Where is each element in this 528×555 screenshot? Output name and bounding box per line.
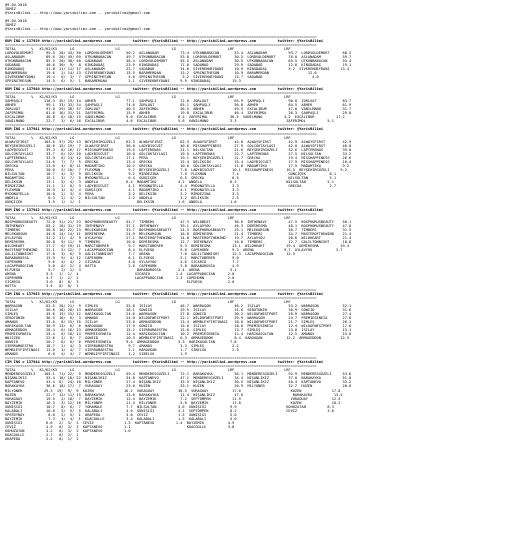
separator-line: ================================================================================================================================================ [5, 91, 317, 96]
text-line: WOJIZEK 22.6 2/ 8/ 7 GOWIID 10.3 WEMBLEYFIRTINASI 6.3 ARMAGEDDON 8.4 HAROUGAN 12.2 ARMAGEDDON 12.5 [5, 336, 350, 341]
text-line: LORDVOLDEMORT 95.5 28/ 43/ 50 LORDVOLDEMORT 50.2 ASLANADAM 73.4 UTKUNBABACAN 53.4 ASLANADAM 93.7 LORDVOLDEMORT 68.3 [5, 51, 352, 56]
text-line: SPEEDYBOY 8.8 2/ 5/ 1 ARAPEDA 3.8 CEVIZ 1.5 GÜNİŞİĞI 5.0 [5, 412, 237, 417]
text-line: MYDONATELLA 10.0 2/ 3/ 4 PERA 3.2 DELİKSİN 3.2 MİRDEZİNA 3.3 [5, 191, 239, 196]
text-line: KUACOULLE 2.7 0/ 2/ 2 [5, 432, 79, 437]
text-line: NİLSULTAN 18.7 4/ 3/ 9 DELİKSİN 9.2 MİRDEZİNA 7.9 FLEXMAN 7.4 GÜNÇİÇEK 8.1 [5, 171, 337, 176]
text-line: KALABALI 10.8 5/ 5/ 5 KALABALI 4.6 GÜNİŞİĞI 4.1 SEPTOMPEN 8.2 CEVIZ 3.6 [5, 408, 334, 413]
text-line: ŞAHPAŞLI 116.3 45/ 19/ 14 ABHER 77.1 ŞAHPAŞLI 72.0 ZORLUAT 65.9 ŞAHPAŞLI 90.8 ZORLUAT 83.7 [5, 99, 352, 104]
separator-line: ================================================================================================================================================ [5, 123, 317, 128]
separator-line: ================================================================================================================================================ [5, 203, 317, 208]
text-line: EXCALIBUR 40.8 8/ 18/ 15 VANILMANO 9.6 EXCALIBUR 8.5 ZAFERİMOL 36.5 VANILMANO 4.2 EXCALIBUR 17.2 [5, 115, 345, 120]
text-line: BARAMERDAN 19.6 2/ 14/ 13 SİVEREKNEYDANI 15.5 BARAMERDAN 13.2 SPRINGTHESUN 10.9 BARAMERDAN 12.0 [5, 71, 317, 76]
text-line: GÜNİŞİĞI 6.6 2/ 3/ 3 CEVIZ 1.3 KAPTANEVO 1.4 BAYZEMİK 4.9 [5, 420, 235, 425]
text-line: SICARIO 3.6 0/ 0/ 3 ELFUEGO 2.0 [5, 280, 235, 285]
text-line: İSİLAY 56.6 18/ 20/ 13 WARRASON 28.1 GOWIID 29.9 İSİLAY 31.6 SEBOTONIN 30.9 GOWIID 31.6 [5, 308, 352, 313]
separator-line: ================================================================================================================================================ [5, 43, 317, 48]
text-line: SIERRAMAESTRA 18.7 2/ 4/ 3 SIERRAMAESTRA 9.7 AMANOS 3.3 SIMLEŞ 2.2 [5, 344, 239, 349]
text-line: ELFUEGO 5.7 2/ 1/ 3 BARABAROSSA 2.4 ARENA 3.1 [5, 268, 237, 273]
text-line: ZAFERİMOL 81.6 16/ 31/ 21 ZAFERİMOL 15.9 ABHER 19.8 EXCALIBUR 46.4 ZAFERİMOL 26.3 ŞAHPAŞLI 29.8 [5, 111, 352, 116]
text-line: TOTAL % K1/K2/K3 LG LG LG LRF LRF [5, 300, 291, 305]
text-line: ABHER 99.1 33/ 33/ 24 ŞAHPAŞLI 74.6 ZORLUAT 65.1 ŞAHPAŞLI 56.8 ABHER 84.5 ABHER 61.9 [5, 103, 352, 108]
text-line: HATTA 3.4 0/ 0/ 1 [5, 284, 79, 289]
text-line: CIM İNG = 137944 http://yarisbilimi.wordpress.com twitter: @YarisBilimi -- http://yarisbilimi.wordpress.com twitter: @YarisBilimi [5, 360, 324, 365]
text-line: SADABAD 40.6 30/ 9/ 8 KINGDADAŞ 23.9 KINGDADAŞ 17.0 SADABAD 29.9 SADABAD 12.8 KINGDADAŞ 19.1 [5, 63, 352, 68]
text-line: @YarisBilimi -- http://www.yarisbilimi.com -- yarisbilimi@gmail.com [5, 11, 150, 16]
separator-line: ================================================================================================================================================ [5, 35, 317, 40]
text-line: 09.04.2018 [5, 3, 27, 7]
separator-line: ================================================================================================================================================ [5, 211, 317, 216]
text-line: FLEXMAN 10.9 4/ 4/ 4 GÜNÇİÇEK 4.1 MADAMTİKO 4.1 MYDONATELLA 3.3 [5, 187, 239, 192]
text-line: KUM İNG = 137942 http://yarisbilimi.wordpress.com twitter: @YarisBilimi -- http://yarisbilimi.wordpress.com twitter: @YarisBilimi [5, 207, 324, 212]
text-line: GALILTONNIGHT 17.8 3/ 6/ 9 GALILTONNIGHT 7.7 ARENA 7.0 GALILTONNIGHT 12.3 LACAPPADOCIAN 12.5 [5, 251, 295, 256]
text-line: VURAGUAY 19.5 2/ 10/ 7 BAYZEMİK 12.4 BAYZEMİK 7.2 SEPTOMPEN 11.9 VURAGUAY 12.5 [5, 396, 341, 401]
text-line: MENDERESGÜZELİ 105.1 71/ 22/ 9 MENDERESGÜZELİ 59.4 MENDERESGÜZELİ 72.1 BARAKAYKA 56.1 MENDERESGÜZELİ 92.9 MENDERESGÜZELİ 53.6 [5, 372, 352, 377]
text-line: KUM İNG = 137941 http://yarisbilimi.wordpress.com twitter: @YarisBilimi -- http://yarisbilimi.wordpress.com twitter: @YarisBilimi [5, 127, 324, 132]
text-line: 09.04.2018 [5, 19, 27, 24]
text-line: TIMBERS 58.8 16/ 22/ 23 MELEKARSUN 33.7 BOSPHORUSBEAUTY 24.3 BOSPHORUSBEAUTY 25.1 MELEKARSUN 36.7 TIMBERS 31.5 [5, 227, 352, 232]
text-line: UTKUNBABACAN 85.5 20/ 38/ 40 SADABAAD 48.4 LORDVOLDEMORT 55.5 ASLANADAM 30.5 UTKUNBABACAN 65.5 UTKUNBABACAN 55.4 [5, 59, 352, 64]
text-line: AMANOS 6.0 4/ 4/ 7 WEMBLEYFIRTINASI 1.2 SIBELSU 1.9 [5, 352, 187, 357]
text-line: ZORLUAT 91.0 29/ 38/ 37 ZORLUAT 40.5 ZAFERİMOL 36.5 ABHER 49.5 EXCALIBUR 47.0 VANILMANO 31.7 [5, 107, 352, 112]
text-line: CEVIZ 4.9 0/ 3/ 3 KAPTANEVO 1.1 KUACOULLE 3.8 [5, 424, 235, 429]
text-line: GÜNÇİÇEK 3.9 1/ 1/ 1 DELİKSİN 1.6 ANDELA 1.6 [5, 199, 237, 204]
text-line: SIMLEŞ 45.6 19/ 15/ 12 HARIKASOLTAN 24.6 WARRASON 27.8 GOWIID 30.2 WILDOFWESTPORT 26.9 WARRASON 27.4 [5, 312, 352, 317]
text-line: SİVEREKNEYDANI 19.4 6/ 3/ 7 SPRINGTHESUN 4.6 SPRINGTHESUN 3.2 SİVEREKNEYDANI 15.7 SADABAD 4.0 [5, 75, 319, 80]
text-line: MİLYONER 29.3 19/ 9/ 9 KUZEN 16.2 VURAGUAY 30.5 VURAGUAY 17.0 KUZEN 17.8 [5, 388, 341, 393]
text-line: KOHÜZATAN 4.2 0/ 3/ 2 KAPTANEVO 1.0 [5, 428, 131, 433]
text-line: KAPTANEVO 43.4 6/ 24/ 18 MİLYONER 27.4 NİŞANLIKIZ 33.5 NİŞANLIKIZ 30.5 NİŞANLIKIZ 40.4 KAPTANEVO 33.2 [5, 380, 352, 385]
text-line: BARABAROSSA 13.9 9/ 4/ 12 CAPEHORN 6.1 ELFUEGO 5.1 MARCTOBERER 9.0 [5, 255, 239, 260]
text-line: WEMBLEYFIRTINASI 13.0 4/ 4/ 7 SIERRAMAESTRA 2.1 HAROUGAN 1.7 SIBELSU 2.5 [5, 348, 239, 353]
text-line: AYLAVYOU 31.2 17/ 4/ 9 AYLAVYOU 27.1 MASTEROFTHEWIND 14.0 MASTEROFTHEWIND 19.7 AYLAVYOU 20.6 WILDHEART 21.4 [5, 235, 352, 240]
separator-line: ================================================================================================================================================ [5, 356, 317, 361]
text-line: @YarisBilimi -- http://www.yarisbilimi.com -- yarisbilimi@gmail.com [5, 27, 150, 32]
text-line: MİRDEZİNA 11.1 2/ 6/ 3 LADYBISCUIT 4.1 MYDONATELLA 4.4 MYDONATELLA 3.3 GRECKA 2.7 [5, 183, 337, 188]
text-line: BEYŞEHİRGÜZELİ 48.6 15/ 19/ 7 ALWAYSFIRST 58.8 LADYBISCUIT 40.0 MISSHAPPINESS 27.9 GÖLCÜKTAYLASI 42.0 ALWAYSFIRST 40.8 [5, 143, 352, 148]
text-line: TOTAL % K1/K2/K3 LG LG LG LRF LRF [5, 95, 291, 100]
document-page [5, 3, 525, 551]
text-line: CIM İNG = 137943 http://yarisbilimi.wordpress.com twitter: @YarisBilimi -- http://yarisbilimi.wordpress.com twitter: @YarisBilimi [5, 292, 324, 297]
text-line: VANILMANO 22.7 3/ 6/ 16 EXCALIBUR 4.6 EXCALIBUR 5.6 VANILMANO 3.3 ZAFERİMOL 5.1 [5, 119, 334, 124]
text-line: ARAPEDA 2.2 0/ 1/ 2 [5, 436, 79, 441]
text-line: SPRINGTHESUN 14.5 6/ 5/ 1 BARAMERDAN 2.1 SİVEREKNEYDANI 9.9 KINGDADAŞ 15.3 [5, 79, 241, 84]
separator-line: ================================================================================================================================================ [5, 131, 317, 136]
text-line: TOTAL % K1/K2/K3 LG LG LG LRF LRF [5, 215, 291, 220]
text-line: İDMİZ [5, 23, 16, 28]
text-line: GOWIID 20.7 6/ 6/ 6 PREMİESENEİA 9.4 ARMAGEDDON 5.3 HARIKASOLTAN 7.8 [5, 340, 237, 345]
text-line: NİŞANLIKIZ 53.4 16/ 18/ 22 NİŞANLIKIZ 34.8 KAPTANEVO 47.1 MENDERESGÜZELİ 34.4 NİŞANLIKIZ 37.0 BARAKAYKA 51.0 [5, 376, 352, 381]
text-line: BOSPHORUSBEAUTY 72.0 31/ 21/ 23 BOSPHORUSBEAUTY 54.7 TIMBERS 47.3 WILDBEAT 36.6 INTHENAVY 47.5 BOSPHORUSBEAUTY 50.1 [5, 219, 352, 224]
text-line: MELEKARSUN 44.8 14/ 14/ 11 DEMİRESMA 24.9 MELEKARSUN 16.8 DEMİRESMA 21.4 TIMBERS 34.7 MASTEROFTHEWIND 21.4 [5, 231, 352, 236]
text-line: LAPTERENAS 33.9 6/ 14/ 12 GÖLCÜKTAYLASI 17.1 PERA 19.1 BEYŞEHİRGÜZELİ 21.7 GRECKA 19.4 MISSHAPPINESS 26.6 [5, 155, 352, 160]
separator-line: ================================================================================================================================================ [5, 296, 317, 301]
text-line: KUM İNG = 137940 http://yarisbilimi.wordpress.com twitter: @YarisBilimi -- http://yarisbilimi.wordpress.com twitter: @YarisBilimi [5, 87, 324, 92]
separator-line: ================================================================================================================================================ [5, 83, 317, 88]
text-line: PERA 20.0 5/ 10/ 7 FLEXMAN 9.7 BEYŞEHİRGÜZELİ 7.6 LADYBISCUIT 10.1 MISSHAPPINESS 16.5 BEYŞEHİRGÜZELİ 9.2 [5, 167, 347, 172]
text-line: MASTEROFTHEWIND 22.1 5/ 12/ 7 LACAPPADOCIAN 8.4 ELFUEGO 9.0 CAPEHORN 9.3 ARENA 9.7 AYLAVYOU 3.7 [5, 247, 343, 252]
text-line: TOTAL % K1/K2/K3 LG LG LG LRF LRF [5, 368, 291, 373]
text-line: TOTAL % K1/K2/K3 LG LG LG LRF LRF [5, 135, 291, 140]
text-line: ANDELA 8.3 2/ 4/ 2 NİLSULTAN 2.2 ANDELA 3.2 DELİKSİN 2.5 [5, 195, 239, 200]
text-line: SEBOTONIN 36.5 16/ 6/ 3 AMANOS 24.0 WILDOFWESTPORT 22.1 WILDOFWESTPORT 29.9 WARRASON 24.7 PREMİESENEİA 27.6 [5, 316, 352, 321]
separator-line: ================================================================================================================================================ [5, 288, 317, 293]
text-line: CAPEHORN 9.6 4/ 4/ 2 SICARIO 4.0 AYLAVYOU 4.6 SICARIO 7.7 [5, 260, 239, 264]
text-line: WARRASON 62.5 28/ 21/ 9 SIMLEŞ 35.8 İSİLAY 46.7 WARRASON 46.2 İSİLAY 53.2 WARRASON 52.1 [5, 304, 352, 309]
text-line: TOTAL % K1/K2/K3 LG LG LG LRF LRF [5, 47, 291, 52]
text-line: AMANOS 33.0 8/ 15/ 15 İSİLAY 23.6 ARMAGEDDON 13.4 WEMBLEYFIRTINASI 18.0 WILDOFWESTPORT 21.7 SIMLEŞ 26.1 [5, 320, 352, 325]
text-line: GÖLCÜKTAYLASI 33.7 6/ 12/ 20 LADYBISCUIT 18.0 GÖLCÜKTAYLASI 19.5 LAPTERENAS 22.7 LAPTERENAS 27.5 NİLSULTAN 33.2 [5, 151, 352, 156]
text-line: ARMAGEDDON 28.4 6/ 16/ 13 ARMAGEDDON 15.2 SIERRAMAESTRA 15.0 SIMLEŞ 13.7 SIMLEŞ 13.0 İSİLAY 15.1 [5, 328, 352, 333]
text-line: KUZEN 22.7 12/ 11/ 15 BARAKAYKA 13.6 BARAKAYKA 11.4 NİŞANLIKIZ 17.0 BARAKAYKA 13.5 [5, 392, 343, 397]
text-line: LACAPPADOCIAN 5.8 0/ 2/ 4 HATTA 2.6 CAPEHORN 3.8 BARABAROSSA 4.9 [5, 264, 239, 269]
text-line: BARAKAYKA 36.6 18/ 17/ 7 VURAGUAY 23.0 HUZEN 33.1 KUZEN 20.9 MİLYONER 32.7 HUZEN 20.0 [5, 384, 352, 389]
text-line: INTHENAVY 65.2 16/ 31/ 19 INTHENAVY 37.1 INTHENAVY 39.1 AYLAVYOU 46.3 DEMİRESMA 48.1 BOSPHORUSBEAUTY 47.0 [5, 223, 352, 228]
text-line: ASLANADAM 89.6 20/ 49/ 69 UTKUNBABACAN 49.7 UTKUNBABACAN 53.8 LORDVOLDEMORT 30.5 LORDVOLDEMORT 76.0 ASLANADAM 59.7 [5, 55, 352, 60]
text-line: BAYZEMİK 7.3 4/ 4/ 1 KUACOULLE 3.4 KALABALI 1.5 KALABALI 5.0 [5, 416, 237, 421]
text-line: GÖLCÜKTAYLASI 24.6 7/ 7/ 5 GRECKA 13.4 GRECKA 15.4 DELİKSİN 15.4 LADYBISCUIT 17.9 MISSHAPPINESS 16.4 [5, 159, 352, 164]
text-line: PREMİESENEİA 25.4 6/ 10/ 14 PREMİESENEİA 12.4 HARIKASOLTAN 10.2 PREMİESENEİA 12.4 HARIKASOLTAN 12.5 AMANOS 15.0 [5, 332, 352, 337]
text-line: KINGDADAŞ 31.8 11/ 11/ 17 ASLANADAM 23.7 SADABAD 14.0 SİVEREKNEYDANI 10.9 KINGDADAŞ 3.2 SİVEREKNEYDANI 13.4 [5, 67, 350, 72]
text-line: CAPEHORN 4.7 1/ 2/ 2 LACAPPADOCIAN 1.3 CAPEHORN 2.0 [5, 276, 235, 281]
text-line: KUM İNG = 137939 http://yarisbilimi.wordpress.com twitter: @YarisBilimi -- http://yarisbilimi.wordpress.com twitter: @YarisBilimi [5, 39, 324, 44]
separator-line: ================================================================================================================================================ [5, 364, 317, 369]
text-line: MADAMTİKO 15.1 3/ 7/ 5 MYDONATELLA 6.4 GÜNÇİÇEK 6.5 GRECKA 6.5 NİLSULTAN 5.1 [5, 175, 337, 180]
text-line: GRECKA 23.6 4/ 8/ 11 MADAMTİKO 10.2 GRECKA 10.0 GÖLCÜKTAYLASI 11.0 MADAMTİKO 17.5 MADAMTİKO 9.2 [5, 163, 350, 168]
text-line: ALWAYSFIRST 103.6 57/ 25/ 13 BEYŞEHİRGÜZELİ 62.3 ALWAYSFIRST 62.3 ALWAYSFIRST 42.0 ALWAYSFIRST 42.9 ALWAYSFIRST 42.9 [5, 139, 352, 144]
text-line: DEMİRESMA 30.8 9/ 11/ 9 TIMBERS 10.0 DEMİRESMA 12.7 INTHENAVY 16.0 TIMBERS 12.7 GALILTONNIGHT 18.8 [5, 239, 352, 244]
text-line: GÜNİŞİĞI 10.7 8/ 6/ 7 YORAMALE 7.7 NİLSULTAN 5.6 GÜNİŞİĞI 9.9 KOHÜZATAN 8.3 [5, 404, 334, 409]
text-line: İDMİZ [5, 7, 16, 12]
text-line: DELİKSİN 13.1 5/ 4/ 3 ANDELA 6.4 MADAMTİKO 4.1 ANDELA 6.3 NİLSULTAN 5.1 [5, 179, 334, 184]
text-line: BAYZEMİK 16.3 3/ 12/ 16 MİLYONER 11.4 MİLYONER 5.9 BAYZEMİK 11.8 KUZEN 10.2 [5, 400, 341, 405]
text-line: WILDHEART 27.7 6/ 19/ 11 MARCTOBERER 9.7 MARCTOBERER 9.3 DEMİRESMA 13.1 WILDHEART 19.4 DEMİRESMA 19.4 [5, 243, 350, 248]
text-line: HARIKASOLTAN 30.9 13/ 6/ 6 HAROUGAN 17.9 GOWIID 15.0 İSİLAY 18.0 PREMİESENEİA 12.4 WILDOFWESTPORT 17.6 [5, 324, 352, 329]
text-line: LADYBISCUIT 39.3 8/ 16/ 17 MISSHAPPINESS 19.5 LAPTERENAS 21.1 NİLSULTAN 21.6 BEYŞEHİRGÜZELİ 32.6 LAPTERENAS 39.8 [5, 147, 352, 152]
text-line: ARENA 5.3 1/ 1/ 4 SICARIO 1.4 LACAPPADOCIAN 2.0 [5, 272, 235, 277]
